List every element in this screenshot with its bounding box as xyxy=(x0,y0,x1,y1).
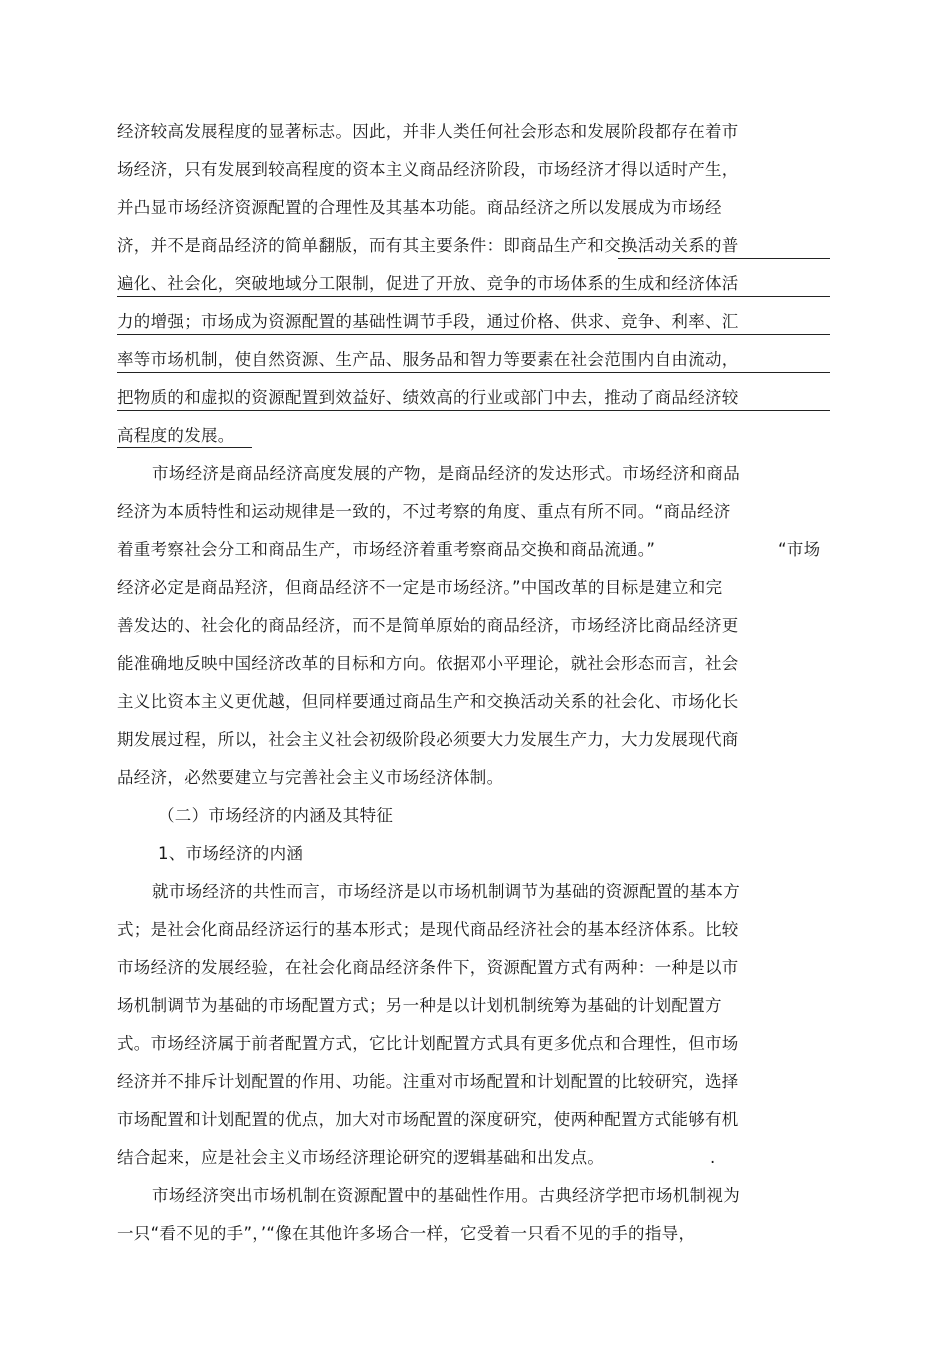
text-line: 市场经济的发展经验，在社会化商品经济条件下，资源配置方式有两种：一种是以市 xyxy=(117,958,739,977)
underline xyxy=(618,258,830,259)
text-line: “市场 xyxy=(778,540,821,559)
text-line: 式；是社会化商品经济运行的基本形式；是现代商品经济社会的基本经济体系。比较 xyxy=(117,920,739,939)
text-line: 经济为本质特性和运动规律是一致的，不过考察的角度、重点有所不同。“商品经济 xyxy=(117,502,731,521)
text-line: 经济并不排斥计划配置的作用、功能。注重对市场配置和计划配置的比较研究，选择 xyxy=(117,1072,739,1091)
underline xyxy=(117,296,830,297)
text-line: 着重考察社会分工和商品生产，市场经济着重考察商品交换和商品流通。” xyxy=(117,540,656,559)
text-line: 品经济，必然要建立与完善社会主义市场经济体制。 xyxy=(117,768,504,787)
subsection-heading: 1、市场经济的内涵 xyxy=(158,844,304,863)
text-line: 式。市场经济属于前者配置方式，它比计划配置方式具有更多优点和合理性，但市场 xyxy=(117,1034,739,1053)
text-line: 市场经济是商品经济高度发展的产物，是商品经济的发达形式。市场经济和商品 xyxy=(152,464,740,483)
text-line: 期发展过程，所以，社会主义社会初级阶段必须要大力发展生产力，大力发展现代商 xyxy=(117,730,739,749)
text-line: 力的增强；市场成为资源配置的基础性调节手段，通过价格、供求、竞争、利率、汇 xyxy=(117,312,739,331)
underline xyxy=(117,372,830,373)
text-line: 市场配置和计划配置的优点，加大对市场配置的深度研究，使两种配置方式能够有机 xyxy=(117,1110,739,1129)
underline xyxy=(117,334,830,335)
text-line: 能准确地反映中国经济改革的目标和方向。依据邓小平理论，就社会形态而言，社会 xyxy=(117,654,739,673)
text-line: 场经济，只有发展到较高程度的资本主义商品经济阶段，市场经济才得以适时产生， xyxy=(117,160,739,179)
text-line: 经济较高发展程度的显著标志。因此，并非人类任何社会形态和发展阶段都存在着市 xyxy=(117,122,739,141)
text-line: 主义比资本主义更优越，但同样要通过商品生产和交换活动关系的社会化、市场化长 xyxy=(117,692,739,711)
text-line: 一只“看不见的手”，’“像在其他许多场合一样，它受着一只看不见的手的指导， xyxy=(117,1224,696,1243)
underline xyxy=(117,410,830,411)
text-line: 把物质的和虚拟的资源配置到效益好、绩效高的行业或部门中去，推动了商品经济较 xyxy=(117,388,739,407)
text-line: 遍化、社会化，突破地域分工限制，促进了开放、竞争的市场体系的生成和经济体活 xyxy=(117,274,739,293)
text-line: 就市场经济的共性而言，市场经济是以市场机制调节为基础的资源配置的基本方 xyxy=(152,882,740,901)
text-line: 高程度的发展。 xyxy=(117,426,235,445)
text-line: 率等市场机制，使自然资源、生产品、服务品和智力等要素在社会范围内自由流动， xyxy=(117,350,739,369)
text-line: 善发达的、社会化的商品经济，而不是简单原始的商品经济，市场经济比商品经济更 xyxy=(117,616,739,635)
text-line: 并凸显市场经济资源配置的合理性及其基本功能。商品经济之所以发展成为市场经 xyxy=(117,198,722,217)
section-heading: （二）市场经济的内涵及其特征 xyxy=(158,806,394,825)
text-line: 经济必定是商品羟济，但商品经济不一定是市场经济。”中国改革的目标是建立和完 xyxy=(117,578,723,597)
text-line: 济，并不是商品经济的简单翻版，而有其主要条件：即商品生产和交换活动关系的普 xyxy=(117,236,739,255)
text-line: 市场经济突出市场机制在资源配置中的基础性作用。古典经济学把市场机制视为 xyxy=(152,1186,740,1205)
text-line: 结合起来，应是社会主义市场经济理论研究的逻辑基础和出发点。 xyxy=(117,1148,605,1167)
underline xyxy=(117,447,252,448)
text-line: 场机制调节为基础的市场配置方式；另一种是以计划机制统筹为基础的计划配置方 xyxy=(117,996,722,1015)
stray-dot: . xyxy=(710,1148,716,1167)
